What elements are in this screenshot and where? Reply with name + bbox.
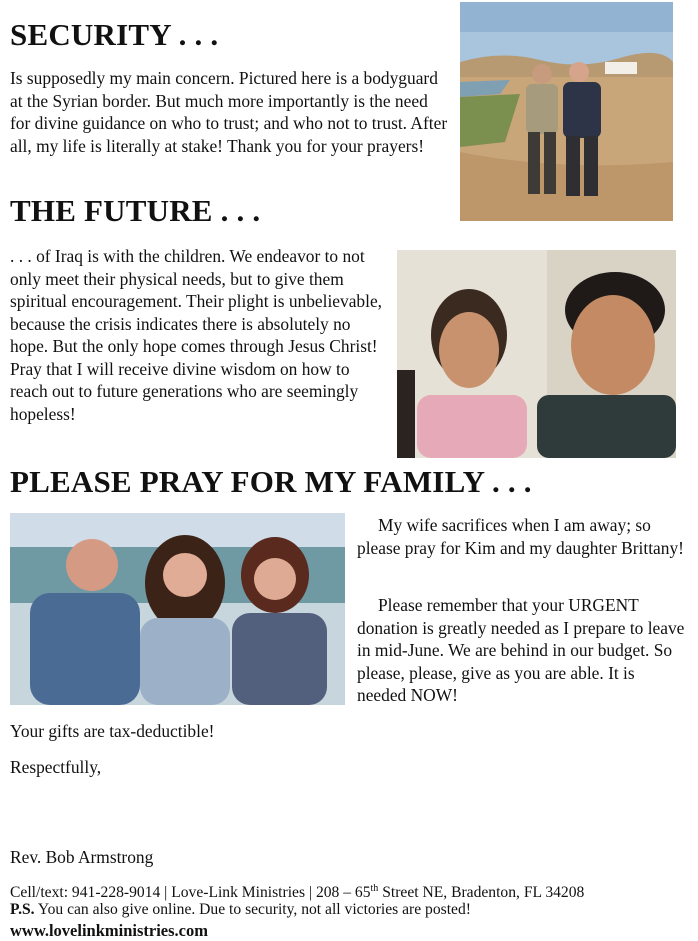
security-paragraph: Is supposedly my main concern. Pictured here is a bodyguard at the Syrian border. But much more importantly is the need for divine guidance on who to trust; and who not to trust. After all, my life is literally at stake! Thank you for your prayers! (10, 68, 448, 156)
family-heading: PLEASE PRAY FOR MY FAMILY . . . (10, 464, 532, 499)
contact-suffix: Street NE, Bradenton, FL 34208 (378, 884, 585, 902)
signature-name: Rev. Bob Armstrong (10, 847, 154, 867)
respectfully-closing: Respectfully, (10, 757, 102, 777)
family-prayer-paragraph: My wife sacrifices when I am away; so please pray for Kim and my daughter Brittany! (357, 515, 684, 558)
family-photo (10, 513, 345, 705)
bodyguard-photo (460, 2, 673, 221)
children-photo (397, 250, 676, 458)
postscript-label: P.S. (10, 901, 35, 918)
future-paragraph: . . . of Iraq is with the children. We endeavor to not only meet their physical needs, but to give them spiritual encouragement. Their plight is unbelievable, because the crisis indicates there is absolutely no hope. But the only hope comes through Jesus Christ! Pray that I will receive divine wisdom on how to reach out to future generations who are seemingly hopeless! (10, 246, 383, 424)
postscript-line (10, 900, 471, 920)
postscript-text: You can also give online. Due to security, not all victories are posted! (34, 901, 471, 918)
website-link[interactable]: www.lovelinkministries.com (10, 921, 208, 940)
tax-deductible-note: Your gifts are tax-deductible! (10, 721, 215, 741)
future-heading: THE FUTURE . . . (10, 193, 261, 228)
contact-ordinal: th (370, 883, 379, 894)
security-heading: SECURITY . . . (10, 17, 219, 52)
contact-prefix: Cell/text: 941-228-9014 | Love-Link Ministries | 208 – 65 (10, 884, 371, 902)
donation-appeal-paragraph: Please remember that your URGENT donation is greatly needed as I prepare to leave in mid-June. We are behind in our budget. So please, please, give as you are able. It is needed NOW! (357, 595, 685, 705)
